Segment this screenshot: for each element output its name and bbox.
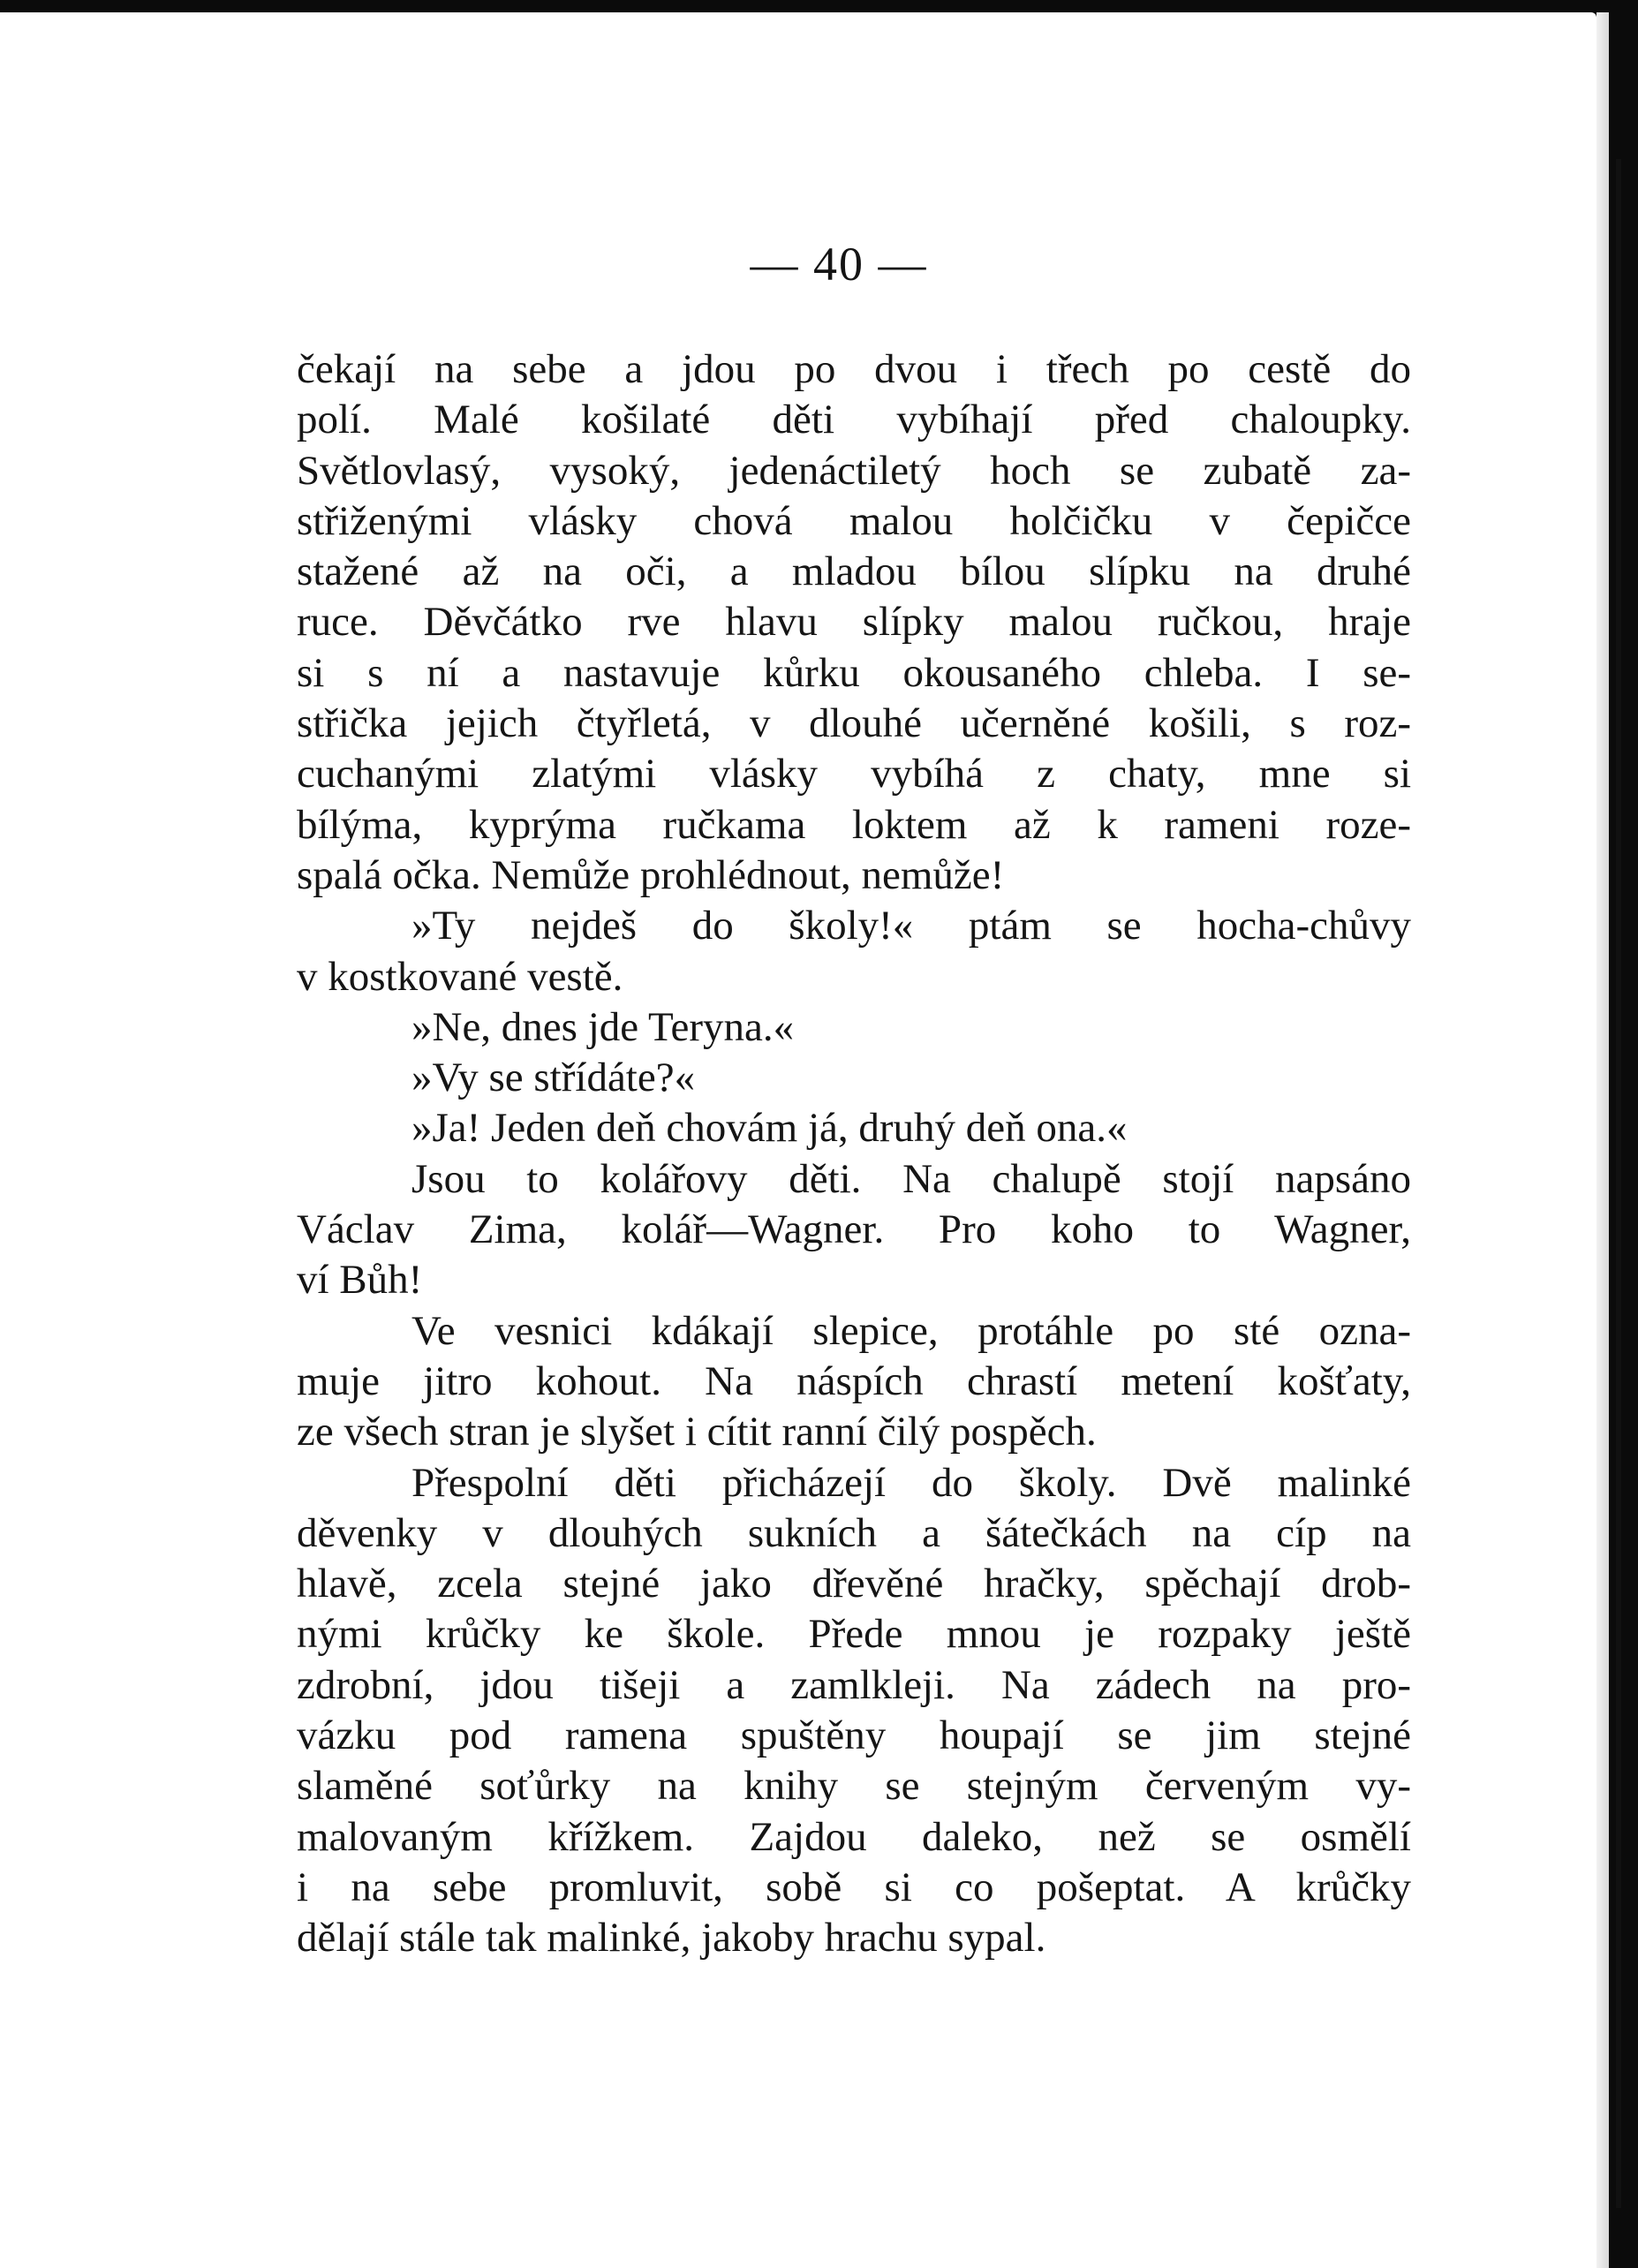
text-line: Jsou to kolářovy děti. Na chalupě stojí napsáno: [411, 1155, 1411, 1202]
text-line: si s ní a nastavuje kůrku okousaného chleba. I se-: [297, 649, 1411, 696]
text-line: Ve vesnici kdákají slepice, protáhle po sté ozna-: [411, 1307, 1411, 1354]
text-line: v kostkované vestě.: [297, 953, 623, 1000]
text-line: děvenky v dlouhých sukních a šátečkách na cíp na: [297, 1509, 1411, 1556]
text-line: stažené až na oči, a mladou bílou slípku na druhé: [297, 548, 1411, 595]
text-line: »Ne, dnes jde Teryna.«: [411, 1003, 795, 1050]
text-line: spalá očka. Nemůže prohlédnout, nemůže!: [297, 851, 1005, 898]
text-line: polí. Malé košilaté děti vybíhají před chaloupky.: [297, 397, 1411, 443]
body-text: [297, 344, 1411, 1964]
text-line: dělají stále tak malinké, jakoby hrachu sypal.: [297, 1915, 1046, 1962]
text-line: ze všech stran je slyšet i cítit ranní čilý pospěch.: [297, 1409, 1097, 1455]
text-line: ví Bůh!: [297, 1257, 423, 1304]
text-line: Světlovlasý, vysoký, jedenáctiletý hoch se zubatě za-: [297, 447, 1411, 494]
text-line: nými krůčky ke škole. Přede mnou je rozpaky ještě: [297, 1611, 1411, 1658]
text-line: »Ja! Jeden deň chovám já, druhý deň ona.«: [411, 1105, 1128, 1152]
text-line: i na sebe promluvit, sobě si co pošeptat. A krůčky: [297, 1864, 1411, 1910]
page-number: — 40 —: [750, 238, 928, 291]
text-line: vázku pod ramena spuštěny houpají se jim stejné: [297, 1712, 1411, 1759]
text-line: malovaným křížkem. Zajdou daleko, než se osmělí: [297, 1813, 1411, 1860]
text-line: cuchanými zlatými vlásky vybíhá z chaty, mne si: [297, 751, 1411, 798]
text-line: »Ty nejdeš do školy!« ptám se hocha-chůvy: [411, 903, 1411, 949]
text-line: zdrobní, jdou tišeji a zamlkleji. Na zádech na pro-: [297, 1661, 1411, 1708]
text-line: střiženými vlásky chová malou holčičku v čepičce: [297, 497, 1411, 544]
text-line: hlavě, zcela stejné jako dřevěné hračky, spěchají drob-: [297, 1561, 1411, 1607]
text-line: »Vy se střídáte?«: [411, 1055, 696, 1101]
text-line: muje jitro kohout. Na náspích chrastí metení košťaty,: [297, 1357, 1411, 1404]
text-line: Václav Zima, kolář—Wagner. Pro koho to Wagner,: [297, 1206, 1411, 1253]
binding-edge-line: [1616, 159, 1621, 2208]
text-line: čekají na sebe a jdou po dvou i třech po cestě do: [297, 346, 1411, 392]
page-edge-shadow: [1596, 12, 1609, 2268]
text-line: slaměné soťůrky na knihy se stejným červeným vy-: [297, 1763, 1411, 1810]
text-line: bílýma, kyprýma ručkama loktem až k rameni roze-: [297, 801, 1411, 848]
text-line: střička jejich čtyřletá, v dlouhé učerněné košili, s roz-: [297, 700, 1411, 747]
text-line: ruce. Děvčátko rve hlavu slípky malou ručkou, hraje: [297, 599, 1411, 646]
text-line: Přespolní děti přicházejí do školy. Dvě malinké: [411, 1459, 1411, 1506]
